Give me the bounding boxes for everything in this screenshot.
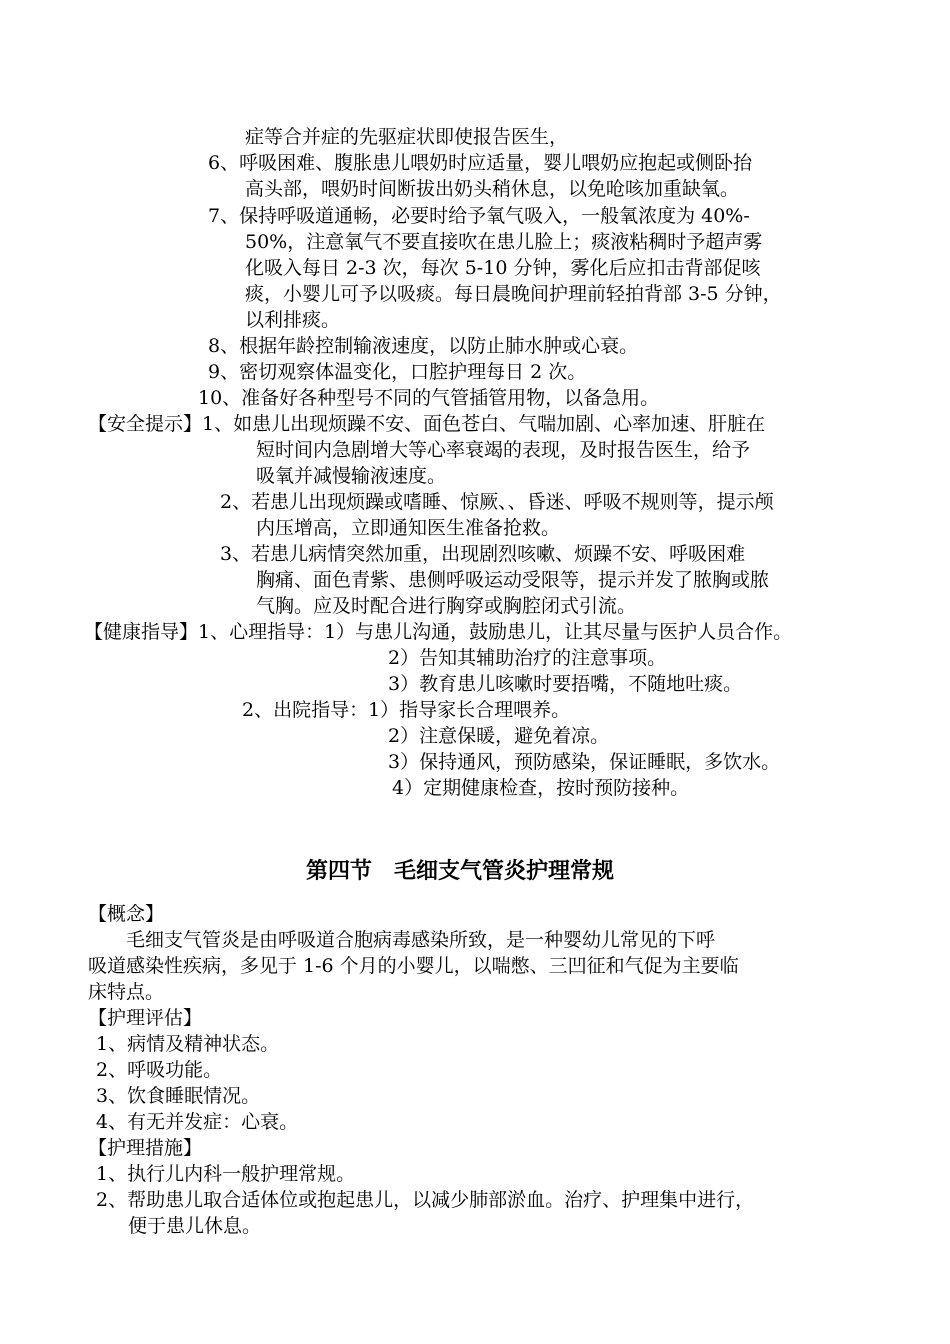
health-line2: 2）告知其辅助治疗的注意事项。 <box>388 647 667 669</box>
item7-line3: 化吸入每日 2-3 次，每次 5-10 分钟，雾化后应扣击背部促咳 <box>245 257 761 279</box>
safety-line3: 吸氧并减慢输液速度。 <box>256 465 447 487</box>
assessment-header: 【护理评估】 <box>88 1007 203 1029</box>
safety-line1: 【安全提示】1、如患儿出现烦躁不安、面色苍白、气喘加剧、心率加速、肝脏在 <box>88 413 766 435</box>
health-line4: 2、出院指导：1）指导家长合理喂养。 <box>242 699 571 721</box>
concept-header: 【概念】 <box>88 903 165 925</box>
safety-line6: 3、若患儿病情突然加重，出现剧烈咳嗽、烦躁不安、呼吸困难 <box>220 543 746 565</box>
concept-line2: 吸道感染性疾病，多见于 1-6 个月的小婴儿，以喘憋、三凹征和气促为主要临 <box>88 955 739 977</box>
safety-line7: 胸痛、面色青紫、患侧呼吸运动受限等，提示并发了脓胸或脓 <box>256 569 770 591</box>
item7-line2: 50%，注意氧气不要直接吹在患儿脸上；痰液粘稠时予超声雾 <box>245 231 763 253</box>
concept-line3: 床特点。 <box>88 981 165 1003</box>
safety-line4: 2、若患儿出现烦躁或嗜睡、惊厥、、昏迷、呼吸不规则等，提示颅 <box>220 491 774 513</box>
assessment-item: 1、病情及精神状态。 <box>96 1033 280 1055</box>
assessment-item: 3、饮食睡眠情况。 <box>96 1085 261 1107</box>
safety-line5: 内压增高，立即通知医生准备抢救。 <box>256 517 561 539</box>
health-line6: 3）保持通风，预防感染，保证睡眠，多饮水。 <box>388 751 781 773</box>
measure-item2-line2: 便于患儿休息。 <box>128 1215 262 1237</box>
item9: 9、密切观察体温变化，口腔护理每日 2 次。 <box>208 361 587 383</box>
health-line7: 4）定期健康检查，按时预防接种。 <box>392 777 690 799</box>
safety-line2: 短时间内急剧增大等心率衰竭的表现，及时报告医生，给予 <box>256 439 751 461</box>
item7-line5: 以利排痰。 <box>245 309 341 331</box>
section-title: 第四节 毛细支气管炎护理常规 <box>305 858 614 884</box>
assessment-item: 2、呼吸功能。 <box>96 1059 223 1081</box>
item8: 8、根据年龄控制输液速度，以防止肺水肿或心衰。 <box>208 335 639 357</box>
health-line1: 【健康指导】1、心理指导：1）与患儿沟通，鼓励患儿，让其尽量与医护人员合作。 <box>84 621 793 643</box>
item10: 10、准备好各种型号不同的气管插管用物，以备急用。 <box>198 387 660 409</box>
item6-line1: 6、呼吸困难、腹胀患儿喂奶时应适量，婴儿喂奶应抱起或侧卧抬 <box>208 152 753 174</box>
item6-line2: 高头部，喂奶时间断拔出奶头稍休息，以免呛咳加重缺氧。 <box>245 178 740 200</box>
health-line5: 2）注意保暖，避免着凉。 <box>388 725 610 747</box>
safety-line8: 气胸。应及时配合进行胸穿或胸腔闭式引流。 <box>256 595 637 617</box>
item7-line1: 7、保持呼吸道通畅，必要时给予氧气吸入，一般氧浓度为 40%- <box>208 205 750 227</box>
measure-item1: 1、执行儿内科一般护理常规。 <box>96 1163 356 1185</box>
assessment-item: 4、有无并发症：心衰。 <box>96 1111 299 1133</box>
measures-header: 【护理措施】 <box>88 1137 203 1159</box>
concept-line1: 毛细支气管炎是由呼吸道合胞病毒感染所致，是一种婴幼儿常见的下呼 <box>126 929 716 951</box>
measure-item2-line1: 2、帮助患儿取合适体位或抱起患儿，以减少肺部淤血。治疗、护理集中进行， <box>96 1189 755 1211</box>
item7-line4: 痰，小婴儿可予以吸痰。每日晨晚间护理前轻拍背部 3-5 分钟， <box>245 283 782 305</box>
health-line3: 3）教育患儿咳嗽时要捂嘴，不随地吐痰。 <box>388 673 743 695</box>
item5-continuation: 症等合并症的先驱症状即使报告医生， <box>245 126 569 148</box>
